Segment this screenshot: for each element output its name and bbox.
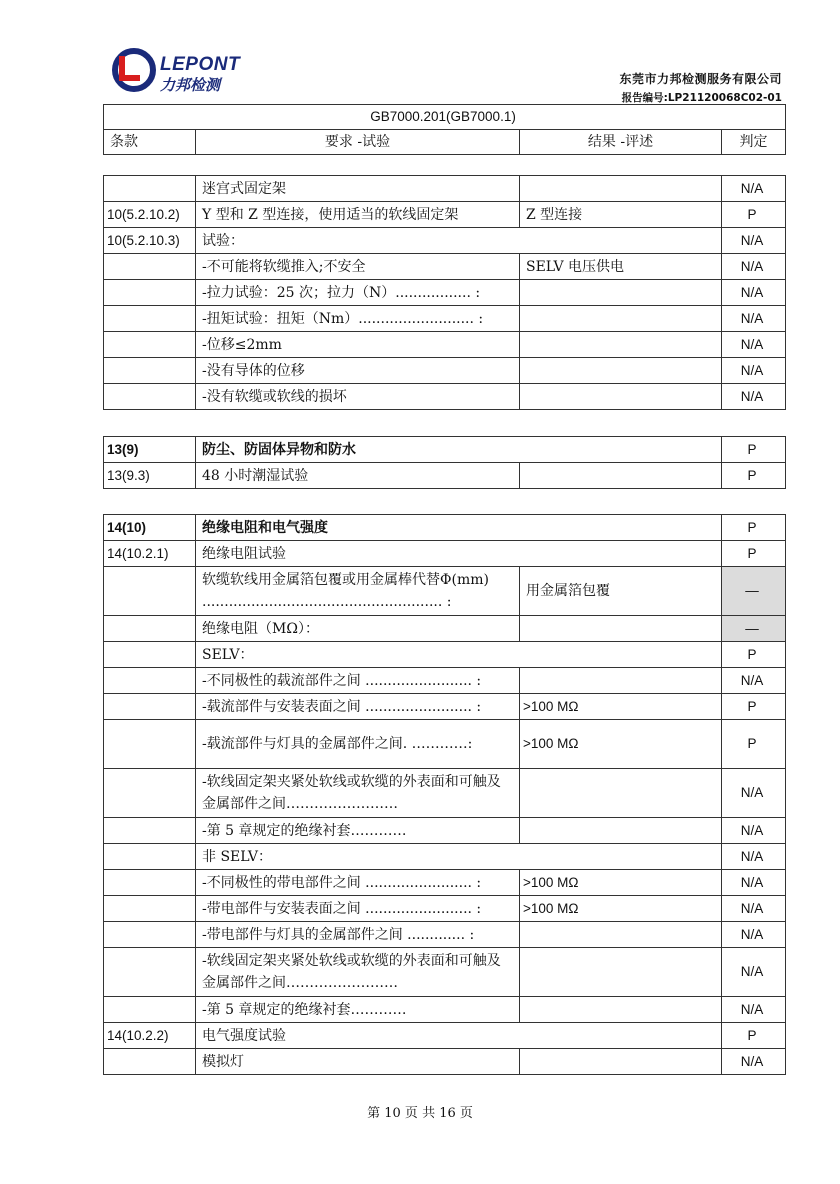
lepont-logo xyxy=(112,48,262,96)
requirement-cell: 非 SELV： xyxy=(196,844,722,870)
requirement-cell: -软线固定架夹紧处软线或软缆的外表面和可触及金属部件之间…………………… xyxy=(196,948,520,997)
requirement-cell: -第 5 章规定的绝缘衬套………… xyxy=(196,997,520,1023)
col-result-header: 结果 -评述 xyxy=(520,130,722,155)
verdict-cell: N/A xyxy=(722,870,786,896)
clause-cell xyxy=(104,280,196,306)
verdict-cell: N/A xyxy=(722,896,786,922)
requirement-cell: 48 小时潮湿试验 xyxy=(196,463,520,489)
clause-cell: 14(10) xyxy=(104,515,196,541)
verdict-cell: N/A xyxy=(722,306,786,332)
table-row xyxy=(104,948,786,997)
clause-cell: 14(10.2.1) xyxy=(104,541,196,567)
requirement-cell: Y 型和 Z 型连接，使用适当的软线固定架 xyxy=(196,202,520,228)
clause-cell: 10(5.2.10.2) xyxy=(104,202,196,228)
table-row xyxy=(104,541,786,567)
clause-cell xyxy=(104,997,196,1023)
table-row xyxy=(104,254,786,280)
verdict-cell: P xyxy=(722,437,786,463)
requirement-cell: -载流部件与灯具的金属部件之间. …………: xyxy=(196,720,520,769)
clause-cell xyxy=(104,948,196,997)
table-row xyxy=(104,1049,786,1075)
clause-cell xyxy=(104,668,196,694)
result-cell xyxy=(520,922,722,948)
requirement-cell: -不同极性的载流部件之间 ........................ : xyxy=(196,668,520,694)
verdict-cell: N/A xyxy=(722,1049,786,1075)
lepont-logo-icon xyxy=(112,48,156,92)
result-cell: SELV 电压供电 xyxy=(520,254,722,280)
table-row xyxy=(104,694,786,720)
clause-cell xyxy=(104,332,196,358)
requirement-cell: 模拟灯 xyxy=(196,1049,520,1075)
table-row xyxy=(104,437,786,463)
table-row xyxy=(104,844,786,870)
verdict-cell: N/A xyxy=(722,818,786,844)
table-row xyxy=(104,463,786,489)
table-row xyxy=(104,769,786,818)
result-cell xyxy=(520,280,722,306)
clause-cell xyxy=(104,616,196,642)
verdict-cell: P xyxy=(722,202,786,228)
logo-wordmark: LEPONT xyxy=(160,54,241,75)
requirement-cell: 绝缘电阻试验 xyxy=(196,541,722,567)
verdict-cell: N/A xyxy=(722,384,786,410)
clause-14-table xyxy=(103,514,786,1075)
requirement-cell: 试验： xyxy=(196,228,722,254)
table-row xyxy=(104,280,786,306)
table-row xyxy=(104,228,786,254)
verdict-cell: P xyxy=(722,515,786,541)
clause-cell xyxy=(104,306,196,332)
table-row xyxy=(104,202,786,228)
requirement-cell: -位移≤2mm xyxy=(196,332,520,358)
result-cell: >100 MΩ xyxy=(520,694,722,720)
result-cell xyxy=(520,176,722,202)
result-cell xyxy=(520,384,722,410)
table-row xyxy=(104,176,786,202)
clause-cell xyxy=(104,896,196,922)
clause-cell xyxy=(104,720,196,769)
table-row xyxy=(104,1023,786,1049)
requirement-cell: -第 5 章规定的绝缘衬套………… xyxy=(196,818,520,844)
result-cell: >100 MΩ xyxy=(520,870,722,896)
requirement-cell: 防尘、防固体异物和防水 xyxy=(196,437,722,463)
table-row xyxy=(104,515,786,541)
verdict-cell: P xyxy=(722,541,786,567)
result-cell xyxy=(520,769,722,818)
table-row xyxy=(104,720,786,769)
result-cell xyxy=(520,948,722,997)
clause-cell xyxy=(104,870,196,896)
result-cell xyxy=(520,306,722,332)
clause-cell xyxy=(104,384,196,410)
verdict-cell: P xyxy=(722,642,786,668)
clause-cell xyxy=(104,176,196,202)
requirement-cell: -载流部件与安装表面之间 ........................ : xyxy=(196,694,520,720)
requirement-cell: -拉力试验：25 次；拉力（N）................. : xyxy=(196,280,520,306)
requirement-cell: 绝缘电阻和电气强度 xyxy=(196,515,722,541)
table-row xyxy=(104,668,786,694)
company-name: 东莞市力邦检测服务有限公司 xyxy=(619,72,782,86)
result-cell xyxy=(520,818,722,844)
clause-10-table xyxy=(103,175,786,410)
clause-cell xyxy=(104,567,196,616)
verdict-cell: P xyxy=(722,1023,786,1049)
requirement-cell: 电气强度试验 xyxy=(196,1023,722,1049)
col-requirement-header: 要求 -试验 xyxy=(196,130,520,155)
standard-title: GB7000.201(GB7000.1) xyxy=(104,105,786,130)
clause-cell: 13(9.3) xyxy=(104,463,196,489)
requirement-cell: -软线固定架夹紧处软线或软缆的外表面和可触及金属部件之间…………………… xyxy=(196,769,520,818)
verdict-cell: — xyxy=(722,616,786,642)
verdict-cell: P xyxy=(722,694,786,720)
verdict-cell: N/A xyxy=(722,176,786,202)
result-cell xyxy=(520,1049,722,1075)
requirement-cell: 绝缘电阻（MΩ）： xyxy=(196,616,520,642)
result-cell: Z 型连接 xyxy=(520,202,722,228)
requirement-cell: -带电部件与安装表面之间 ........................ : xyxy=(196,896,520,922)
requirement-cell: SELV： xyxy=(196,642,722,668)
requirement-cell: -不同极性的带电部件之间 ........................ : xyxy=(196,870,520,896)
verdict-cell: P xyxy=(722,463,786,489)
verdict-cell: N/A xyxy=(722,997,786,1023)
result-cell: >100 MΩ xyxy=(520,896,722,922)
col-clause-header: 条款 xyxy=(104,130,196,155)
result-cell: >100 MΩ xyxy=(520,720,722,769)
requirement-cell: 软缆软线用金属箔包覆或用金属棒代替Φ(mm) ...................................................... : xyxy=(196,567,520,616)
verdict-cell: N/A xyxy=(722,844,786,870)
clause-cell: 13(9) xyxy=(104,437,196,463)
clause-cell xyxy=(104,818,196,844)
table-row xyxy=(104,870,786,896)
verdict-cell: — xyxy=(722,567,786,616)
verdict-cell: N/A xyxy=(722,668,786,694)
verdict-cell: N/A xyxy=(722,922,786,948)
verdict-cell: N/A xyxy=(722,254,786,280)
table-row xyxy=(104,567,786,616)
table-row xyxy=(104,616,786,642)
verdict-cell: N/A xyxy=(722,280,786,306)
table-row xyxy=(104,896,786,922)
clause-cell xyxy=(104,254,196,280)
table-row xyxy=(104,384,786,410)
col-verdict-header: 判定 xyxy=(722,130,786,155)
clause-cell xyxy=(104,922,196,948)
table-row xyxy=(104,332,786,358)
requirement-cell: -没有软缆或软线的损坏 xyxy=(196,384,520,410)
clause-cell xyxy=(104,642,196,668)
verdict-cell: N/A xyxy=(722,228,786,254)
table-row xyxy=(104,922,786,948)
report-number: 报告编号:LP21120068C02-01 xyxy=(621,92,782,104)
clause-cell: 14(10.2.2) xyxy=(104,1023,196,1049)
requirement-cell: 迷宫式固定架 xyxy=(196,176,520,202)
result-cell xyxy=(520,616,722,642)
clause-cell xyxy=(104,769,196,818)
table-header xyxy=(103,104,786,155)
requirement-cell: -带电部件与灯具的金属部件之间 ............. : xyxy=(196,922,520,948)
verdict-cell: N/A xyxy=(722,332,786,358)
requirement-cell: -扭矩试验：扭矩（Nm）.......................... : xyxy=(196,306,520,332)
verdict-cell: N/A xyxy=(722,769,786,818)
table-row xyxy=(104,642,786,668)
table-row xyxy=(104,358,786,384)
table-row xyxy=(104,818,786,844)
verdict-cell: N/A xyxy=(722,358,786,384)
result-cell xyxy=(520,358,722,384)
clause-13-table xyxy=(103,436,786,489)
clause-cell: 10(5.2.10.3) xyxy=(104,228,196,254)
clause-cell xyxy=(104,844,196,870)
result-cell xyxy=(520,332,722,358)
requirement-cell: -不可能将软缆推入;不安全 xyxy=(196,254,520,280)
table-row xyxy=(104,306,786,332)
result-cell xyxy=(520,997,722,1023)
logo-chinese: 力邦检测 xyxy=(160,76,221,94)
clause-cell xyxy=(104,694,196,720)
requirement-cell: -没有导体的位移 xyxy=(196,358,520,384)
result-cell: 用金属箔包覆 xyxy=(520,567,722,616)
result-cell xyxy=(520,463,722,489)
result-cell xyxy=(520,668,722,694)
page-footer: 第 10 页 共 16 页 xyxy=(367,1106,473,1121)
verdict-cell: N/A xyxy=(722,948,786,997)
table-row xyxy=(104,997,786,1023)
verdict-cell: P xyxy=(722,720,786,769)
clause-cell xyxy=(104,1049,196,1075)
clause-cell xyxy=(104,358,196,384)
